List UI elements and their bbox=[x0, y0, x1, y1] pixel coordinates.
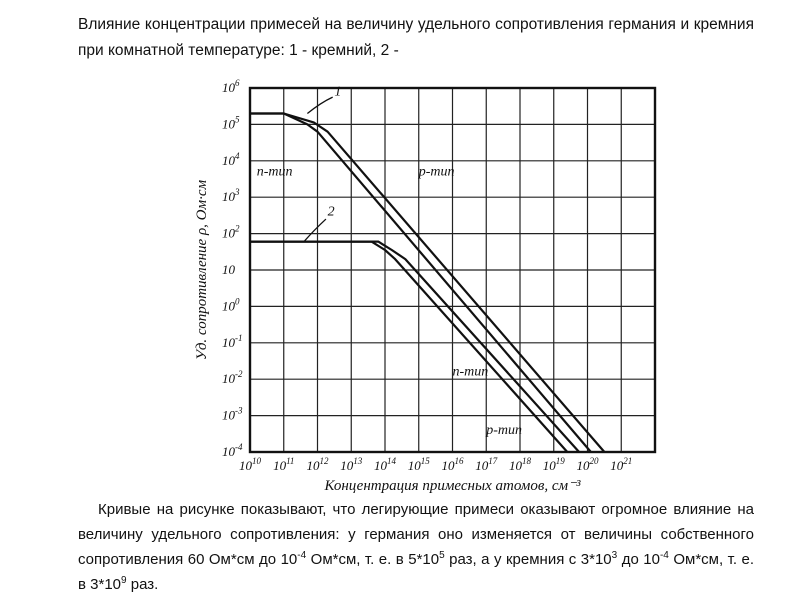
note-exp-4: -4 bbox=[659, 550, 669, 561]
y-tick-label: $10^{-3}$ bbox=[222, 405, 243, 423]
y-tick-label: $10^0$ bbox=[222, 296, 240, 314]
y-tick-label: $10^5$ bbox=[222, 114, 240, 132]
annotation-label: p-тип bbox=[486, 422, 523, 438]
note-part-3: раз, а у кремния с 3*10 bbox=[444, 551, 612, 568]
x-tick-label: $10^{14}$ bbox=[374, 456, 396, 473]
note-exp-3: 3 bbox=[611, 550, 618, 561]
y-tick-label: $10^{-2}$ bbox=[222, 369, 243, 387]
leader-line-1 bbox=[307, 97, 332, 113]
note-exp-2: 5 bbox=[439, 550, 445, 561]
y-axis-label: Уд. сопротивление ρ, Ом·см bbox=[194, 179, 210, 361]
y-tick-labels bbox=[222, 78, 243, 459]
annotation-label: 2 bbox=[327, 204, 335, 220]
leader-line-2 bbox=[304, 219, 326, 242]
x-tick-label: $10^{19}$ bbox=[542, 456, 565, 473]
x-tick-label: $10^{17}$ bbox=[475, 456, 498, 473]
caption-text: Влияние концентрации примесей на величину удельного сопротивления германия и кремния при комнатной температуре: 1 - кремний, 2 - bbox=[78, 16, 754, 59]
x-axis-label: Концентрация примесных атомов, см⁻³ bbox=[324, 478, 581, 494]
chart-annotations bbox=[257, 84, 522, 438]
note-exp-1: -4 bbox=[297, 550, 307, 561]
note-part-6: раз. bbox=[126, 576, 159, 593]
x-tick-label: $10^{12}$ bbox=[306, 456, 329, 473]
x-tick-label: $10^{21}$ bbox=[610, 456, 633, 473]
explanation-paragraph bbox=[78, 497, 754, 597]
annotation-label: 1 bbox=[334, 84, 342, 100]
y-tick-label: $10^{-4}$ bbox=[222, 442, 243, 459]
x-tick-label: $10^{15}$ bbox=[407, 456, 430, 473]
y-tick-label: $10^2$ bbox=[222, 223, 240, 241]
x-tick-label: $10^{10}$ bbox=[239, 456, 261, 473]
y-tick-label: $10^{-1}$ bbox=[222, 332, 243, 350]
y-tick-label: 10 bbox=[222, 262, 235, 277]
y-tick-label: $10^3$ bbox=[222, 187, 240, 205]
x-tick-labels bbox=[239, 456, 632, 473]
note-part-5: Ом*см, т. е. в 3*10 bbox=[78, 551, 754, 593]
annotation-label: p-тип bbox=[418, 164, 455, 180]
annotation-label: n-тип bbox=[256, 164, 293, 180]
y-tick-label: $10^6$ bbox=[222, 78, 240, 95]
annotation-label: n-тип bbox=[452, 364, 489, 380]
y-tick-label: $10^4$ bbox=[222, 150, 240, 168]
note-part-2: Ом*см, т. е. в 5*10 bbox=[306, 551, 440, 568]
note-exp-5: 9 bbox=[121, 575, 127, 586]
x-tick-label: $10^{13}$ bbox=[340, 456, 363, 473]
note-part-4: до 10 bbox=[617, 551, 660, 568]
note-part-1: Кривые на рисунке показывают, что легирующие примеси оказывают огромное влияние на величину удельного сопротивления: у германия оно изменяется от величины собственного сопротивления 60 Ом*см до 10 bbox=[78, 501, 754, 568]
x-tick-label: $10^{20}$ bbox=[576, 456, 599, 473]
chart-grid bbox=[250, 88, 655, 452]
x-tick-label: $10^{11}$ bbox=[273, 456, 295, 473]
x-tick-label: $10^{18}$ bbox=[509, 456, 531, 473]
x-tick-label: $10^{16}$ bbox=[441, 456, 464, 473]
series-line-4 bbox=[250, 242, 579, 452]
